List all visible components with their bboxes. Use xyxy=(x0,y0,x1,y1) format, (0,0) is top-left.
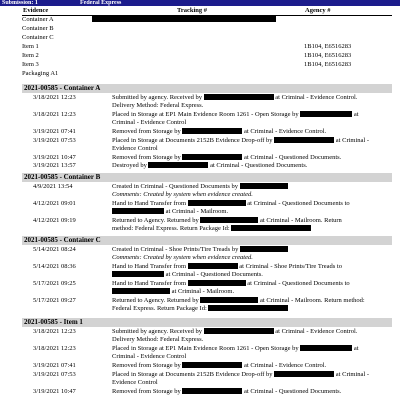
redaction-box xyxy=(274,137,334,143)
redaction-box xyxy=(274,371,334,377)
submission-label: Submission: 1 xyxy=(2,0,38,6)
redaction-box xyxy=(112,208,164,214)
evidence-row: Packaging A1 xyxy=(22,70,59,77)
column-header-agency: Agency # xyxy=(305,7,331,14)
redaction-box xyxy=(204,94,274,100)
redaction-box xyxy=(208,305,288,311)
section-header: 2021-00585 - Item 1 xyxy=(22,318,392,327)
redaction-box xyxy=(112,288,170,294)
evidence-row: Container A xyxy=(22,16,54,23)
column-header-tracking: Tracking # xyxy=(177,7,208,14)
evidence-row: Item 3 1B104, E6516283 xyxy=(22,61,352,68)
redaction-box xyxy=(300,111,352,117)
column-header-evidence: Evidence xyxy=(23,7,49,14)
redaction-box xyxy=(240,246,288,252)
section-header: 2021-00585 - Container A xyxy=(22,84,392,93)
evidence-row: Item 1 1B104, E6516283 xyxy=(22,43,352,50)
redaction-box xyxy=(200,217,258,223)
redaction-box xyxy=(182,388,242,394)
redaction-box xyxy=(182,154,242,160)
evidence-row: Item 2 1B104, E6516283 xyxy=(22,52,352,59)
redaction-box xyxy=(240,183,288,189)
redaction-box xyxy=(188,280,246,286)
redaction-box xyxy=(148,162,208,168)
redaction-box xyxy=(112,271,164,277)
redaction-box xyxy=(182,128,242,134)
carrier-label: Federal Express xyxy=(80,0,122,6)
redaction-box xyxy=(231,225,311,231)
redaction-box xyxy=(204,328,274,334)
redaction-box xyxy=(200,297,258,303)
section-header: 2021-00585 - Container C xyxy=(22,236,392,245)
redaction-box xyxy=(188,200,246,206)
redaction-box xyxy=(300,345,352,351)
evidence-row: Container B xyxy=(22,25,54,32)
section-header: 2021-00585 - Container B xyxy=(22,173,392,182)
redaction-box xyxy=(188,263,238,269)
submission-header xyxy=(0,0,400,6)
redaction-box xyxy=(182,362,242,368)
evidence-row: Container C xyxy=(22,34,54,41)
